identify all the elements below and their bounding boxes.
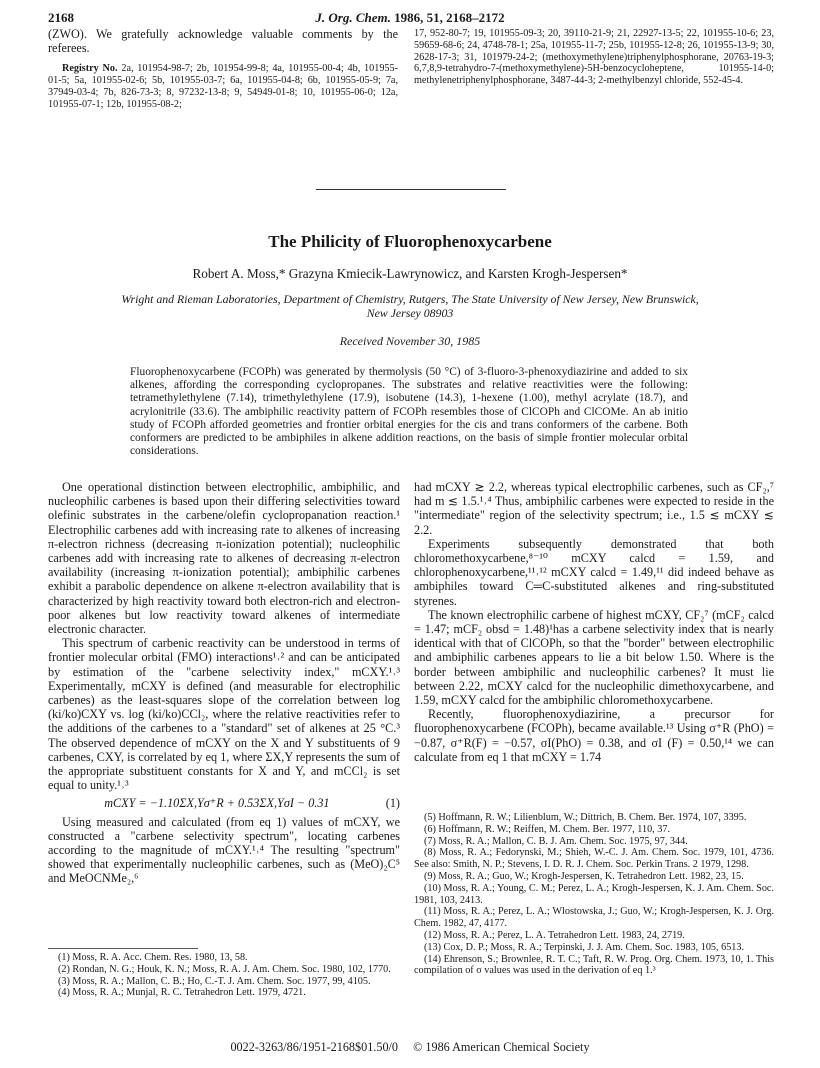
affiliation: Wright and Rieman Laboratories, Department of Chemistry, Rutgers, The State University of New Jersey, New Brunswick, New Jersey 08903 (121, 292, 699, 320)
authors: Robert A. Moss,* Grazyna Kmiecik-Lawrynowicz, and Karsten Krogh-Jespersen* (192, 266, 628, 281)
running-header (0, 10, 820, 26)
paragraph: The known electrophilic carbene of highest mCXY, CF₂⁷ (mCF₂ calcd = 1.47; mCF₂ obsd = 1.48)¹has a carbene selectivity index that is nearly identical with that of ClCOPh, so that the "border" between electrophilic and ambiphilic carbenes appears to lie a bit below 1.50. Where is the border between ambiphilic and nucleophilic carbenes? It must lie between 2.22, mCXY calcd for the nucleophilic dimethoxycarbene, and 1.59, mCXY calcd for the ambiphilic chloromethoxycarbene. (414, 607, 774, 708)
journal-citation: 1986, 51, 2168–2172 (394, 10, 505, 25)
article-code: 0022-3263/86/1951-2168$01.50/0 (230, 1040, 399, 1054)
footnote: (5) Hoffmann, R. W.; Lilienblum, W.; Dittrich, B. Chem. Ber. 1974, 107, 3395. (424, 812, 747, 823)
footnote: (11) Moss, R. A.; Perez, L. A.; Wlostowska, J.; Guo, W.; Krogh-Jespersen, K. J. Org. Chem. 1982, 47, 4177. (414, 906, 774, 930)
paragraph: had mCXY ≳ 2.2, whereas typical electrophilic carbenes, such as CF₂,⁷ had m ≲ 1.5.¹˒⁴ Thus, ambiphilic carbenes were expected to reside in the "intermediate" region of the selectivity spectrum; i.e., 1.5 ≲ mCXY ≲ 2.2. (414, 480, 774, 537)
body-left-column (48, 480, 400, 886)
footnote: (2) Rondan, N. G.; Houk, K. N.; Moss, R. A. J. Am. Chem. Soc. 1980, 102, 1770. (58, 963, 391, 975)
previous-article-left (48, 27, 398, 111)
paragraph: Recently, fluorophenoxydiazirine, a precursor for fluorophenoxycarbene (FCOPh), became available.¹³ Using σ⁺R (PhO) = −0.87, σ⁺R(F) = −0.57, σI(PhO) = 0.38, and σI (F) = 0.50,¹⁴ we can calculate from eq 1 that mCXY = 1.74 (414, 707, 774, 764)
footnote: (14) Ehrenson, S.; Brownlee, R. T. C.; Taft, R. W. Prog. Org. Chem. 1973, 10, 1. This compilation of σ values was used in the derivation of eq 1.³ (414, 953, 774, 977)
footnote: (7) Moss, R. A.; Mallon, C. B. J. Am. Chem. Soc. 1975, 97, 344. (424, 835, 688, 847)
journal-name: J. Org. Chem. (315, 10, 391, 25)
copyright: © 1986 American Chemical Society (413, 1040, 590, 1054)
footnote: (10) Moss, R. A.; Young, C. M.; Perez, L. A.; Krogh-Jespersen, K. J. Am. Chem. Soc. 1981, 103, 2413. (414, 882, 774, 906)
received-date: Received November 30, 1985 (339, 334, 481, 348)
paragraph: This spectrum of carbenic reactivity can be understood in terms of frontier molecular orbital (FMO) interactions¹˒² and can be anticipated by estimation of the "carbene selectivity index," mCXY.¹˒³ Experimentally, mCXY is defined (and measurable for electrophilic carbenes) as the least-squares slope of the correlation between log (ki/ko)CXY vs. log (ki/ko)CCl₂, where the relative reactivities refer to the additions of the carbenes to a "standard" set of alkenes at 25 °C.³ The observed dependence of mCXY on the X and Y substituents of 9 carbenes, CXY, is correlated by eq 1, where ΣX,Y represents the sum of the appropriate substituent constants for X and Y, and mCCl₂ is set equal to unity.¹˒³ (48, 636, 400, 793)
equation: mCXY = −1.10ΣX,Yσ⁺R + 0.53ΣX,YσI − 0.31 (104, 796, 330, 811)
abstract: Fluorophenoxycarbene (FCOPh) was generated by thermolysis (50 °C) of 3-fluoro-3-phenoxydiazirine and added to six alkenes, affording the corresponding cyclopropanes. The substrates and relative reactivities were the following: tetramethylethylene (7.14), trimethylethylene (17.9), isobutene (14.3), 1-hexene (1.00), methyl acrylate (18.7), and acrylonitrile (33.6). The ambiphilic reactivity pattern of FCOPh resembles those of ClCOPh and ClCOMe. An ab initio study of FCOPh afforded geometries and frontier orbital energies for the cis and trans conformers of the carbene. Both conformers are predicted to be ambiphiles in alkene addition reactions, on the basis of simple frontier molecular orbital considerations. (130, 366, 688, 458)
footnote: (4) Moss, R. A.; Munjal, R. C. Tetrahedron Lett. 1979, 4721. (58, 987, 306, 999)
equation-number: (1) (385, 796, 400, 811)
paragraph: Experiments subsequently demonstrated that both chloromethoxycarbene,⁸⁻¹⁰ mCXY calcd = 1.59, and chlorophenoxycarbene,¹¹˒¹² mCXY calcd = 1.49,¹¹ did indeed behave as ambiphiles toward C═C-substituted alkenes and ring-substituted styrenes. (414, 536, 774, 608)
footnote: (3) Moss, R. A.; Mallon, C. B.; Ho, C.-T. J. Am. Chem. Soc. 1977, 99, 4105. (58, 975, 371, 987)
article-separator (316, 189, 506, 190)
body-right-column (414, 480, 774, 764)
footnotes-right (414, 812, 774, 977)
paragraph: One operational distinction between electrophilic, ambiphilic, and nucleophilic carbenes is based upon their differing selectivities toward olefinic substrates in the carbene/olefin cyclopropanation reaction.¹ Electrophilic carbenes add with increasing rate to alkenes of increasing π-electron richness (decreasing π-ionization potential); nucleophilic carbenes add with increasing rate to alkenes of decreasing π-electron availability (increasing π-ionization potential); ambiphilic carbenes exhibit a parabolic dependence on alkene π-electron availability that is characterized by high reactivity toward both electron-rich and electron-poor alkenes but low reactivity toward alkenes of intermediate electronic character. (48, 480, 400, 637)
footnote: (9) Moss, R. A.; Guo, W.; Krogh-Jespersen, K. Tetrahedron Lett. 1982, 23, 15. (424, 870, 744, 882)
footnote: (6) Hoffmann, R. W.; Reiffen, M. Chem. Ber. 1977, 110, 37. (424, 823, 670, 835)
registry-label: Registry No. (62, 63, 118, 75)
footnote: (12) Moss, R. A.; Perez, L. A. Tetrahedron Lett. 1983, 24, 2719. (424, 929, 685, 941)
registry-numbers (48, 63, 398, 110)
footnote: (8) Moss, R. A.; Fedorynski, M.; Shieh, W.-C. J. Am. Chem. Soc. 1979, 101, 4736. See also: Smith, N. P.; Stevens, I. D. R. J. Chem. Soc. Perkin Trans. 2 1979, 1298. (414, 847, 774, 871)
article-title: The Philicity of Fluorophenoxycarbene (268, 232, 552, 251)
footnote: (1) Moss, R. A. Acc. Chem. Res. 1980, 13, 58. (58, 952, 248, 963)
paragraph: Using measured and calculated (from eq 1) values of mCXY, we constructed a "carbene selectivity spectrum", locating carbenes according to the magnitude of mCXY.¹˒⁴ The resulting "spectrum" showed that experimentally nucleophilic carbenes, such as (MeO)₂C⁵ and MeOCNMe₂,⁶ (48, 814, 400, 886)
equation-1 (48, 796, 400, 810)
footnote-rule (48, 948, 198, 949)
page-footer (0, 1040, 820, 1055)
page-number: 2168 (48, 10, 74, 25)
acknowledgment: (ZWO). We gratefully acknowledge valuable comments by the referees. (48, 27, 398, 56)
registry-text: 2a, 101954-98-7; 2b, 101954-99-8; 4a, 101955-00-4; 4b, 101955-01-5; 5a, 101955-02-6; 5b, 101955-03-7; 6a, 101955-04-8; 6b, 101955-05-9; 7a, 37949-03-4; 7b, 826-73-3; 8, 97232-13-8; 9, 54949-01-8; 10, 101955-06-0; 12a, 101955-07-1; 12b, 101955-08-2; (48, 63, 398, 110)
registry-continued: 17, 952-80-7; 19, 101955-09-3; 20, 39110-21-9; 21, 22927-13-5; 22, 101955-10-6; 23, 59659-68-6; 24, 4748-78-1; 25a, 101955-11-7; 25b, 101955-12-8; 26, 101955-13-9; 30, 2628-17-3; 31, 101979-24-2; (methoxymethylene)triphenylphosphorane, 20763-19-3; 6,7,8,9-tetrahydro-7-(methoxymethylene)-5H-benzocycloheptene, 101955-14-0; methylenetriphenylphosphorane, 3487-44-3; 2-methylbenzyl chloride, 552-45-4. (414, 28, 774, 87)
footnote: (13) Cox, D. P.; Moss, R. A.; Terpinski, J. J. Am. Chem. Soc. 1983, 105, 6513. (424, 941, 745, 953)
footnotes-left (48, 952, 400, 999)
